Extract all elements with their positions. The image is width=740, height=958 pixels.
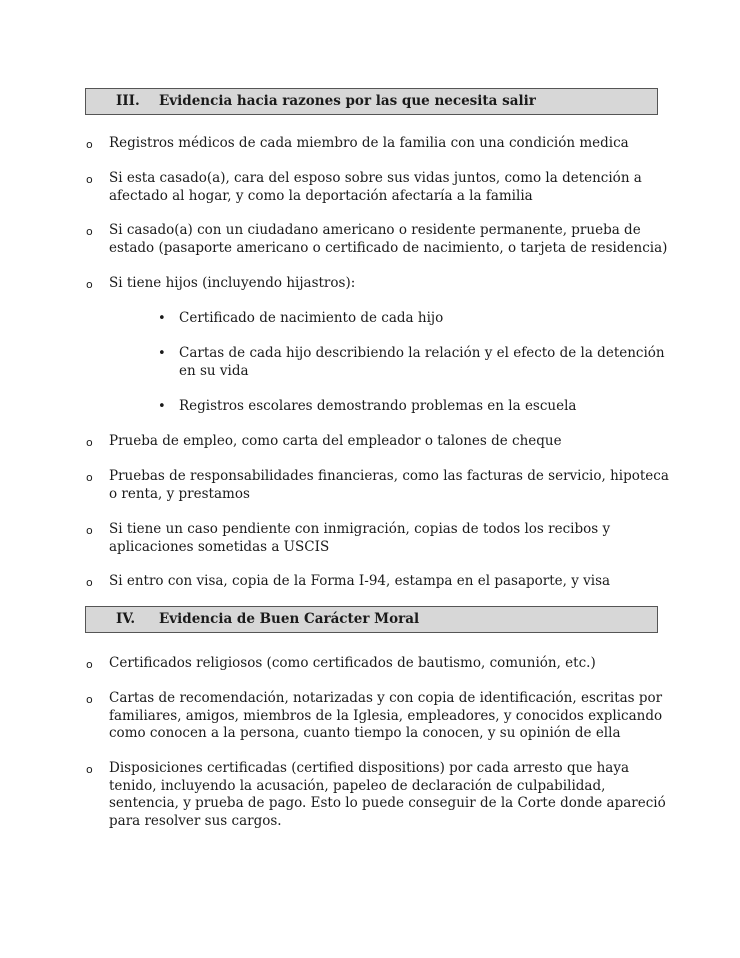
list-item	[86, 222, 669, 257]
list-item-text: estado (pasaporte americano o certificado de nacimiento, o tarjeta de residencia)	[109, 239, 668, 256]
list-item	[86, 655, 669, 673]
list-item-text: como conocen a la persona, cuanto tiempo la conocen, y su opinión de ella	[109, 725, 621, 741]
circle-bullet-icon: o	[86, 436, 93, 449]
list-item-text: Prueba de empleo, como carta del empleador o talones de cheque	[109, 433, 562, 449]
list-item-text: Pruebas de responsabilidades financieras, como las facturas de servicio, hipoteca	[109, 468, 669, 484]
list-item-text: Si esta casado(a), cara del esposo sobre sus vidas juntos, como la detención a	[109, 170, 642, 186]
circle-bullet-icon: o	[86, 576, 93, 589]
list-item-text: Cartas de recomendación, notarizadas y con copia de identificación, escritas por	[109, 690, 663, 706]
list-item-text: tenido, incluyendo la acusación, papeleo de declaración de culpabilidad,	[109, 777, 606, 794]
list-item-text: familiares, amigos, miembros de la Iglesia, empleadores, y conocidos explicando	[109, 707, 663, 724]
circle-bullet-icon: o	[86, 225, 93, 238]
circle-bullet-icon: o	[86, 693, 93, 706]
list-item-text: para resolver sus cargos.	[109, 812, 282, 829]
section-3-title: Evidencia hacia razones por las que necesita salir	[159, 93, 536, 109]
circle-bullet-icon: o	[86, 524, 93, 537]
list-item	[86, 468, 669, 503]
section-4-title: Evidencia de Buen Carácter Moral	[159, 611, 420, 627]
sub-list-item	[158, 398, 669, 416]
circle-bullet-icon: o	[86, 138, 93, 151]
sub-list-item	[158, 310, 669, 328]
list-item	[86, 690, 669, 743]
list-item-text: Si tiene hijos (incluyendo hijastros):	[109, 275, 356, 291]
list-item-text: o renta, y prestamos	[109, 485, 250, 502]
circle-bullet-icon: o	[86, 658, 93, 671]
list-item	[86, 135, 669, 153]
sub-list-item-text: Cartas de cada hijo describiendo la relación y el efecto de la detención	[179, 345, 665, 361]
bullet-icon: •	[158, 399, 166, 414]
list-item-text: aplicaciones sometidas a USCIS	[109, 538, 330, 555]
list-item	[86, 573, 669, 591]
list-item	[86, 170, 669, 205]
bullet-icon: •	[158, 346, 166, 361]
circle-bullet-icon: o	[86, 173, 93, 186]
list-item-text: Registros médicos de cada miembro de la familia con una condición medica	[109, 135, 629, 151]
bullet-icon: •	[158, 311, 166, 326]
list-item	[86, 275, 669, 293]
list-item-text: Si entro con visa, copia de la Forma I-94, estampa en el pasaporte, y visa	[109, 573, 611, 589]
sub-list-item-text: Registros escolares demostrando problemas en la escuela	[179, 398, 577, 414]
list-item-text: Certificados religiosos (como certificados de bautismo, comunión, etc.)	[109, 655, 596, 671]
section-4-header	[85, 606, 658, 633]
circle-bullet-icon: o	[86, 763, 93, 776]
sub-list-item-text: Certificado de nacimiento de cada hijo	[179, 310, 444, 326]
circle-bullet-icon: o	[86, 278, 93, 291]
sub-list-item	[158, 345, 669, 380]
section-3-number: III.	[116, 93, 140, 109]
list-item-text: Disposiciones certificadas (certified dispositions) por cada arresto que haya	[109, 760, 630, 776]
list-item-text: sentencia, y prueba de pago. Esto lo puede conseguir de la Corte donde apareció	[109, 795, 666, 811]
list-item-text: Si casado(a) con un ciudadano americano o residente permanente, prueba de	[109, 222, 641, 238]
list-item	[86, 521, 669, 556]
list-item-text: Si tiene un caso pendiente con inmigración, copias de todos los recibos y	[109, 521, 611, 537]
section-4-number: IV.	[116, 611, 136, 627]
circle-bullet-icon: o	[86, 471, 93, 484]
list-item	[86, 433, 669, 451]
sub-list-item-text: en su vida	[179, 362, 249, 379]
list-item	[86, 760, 669, 830]
list-item-text: afectado al hogar, y como la deportación afectaría a la familia	[109, 187, 533, 204]
section-3-header	[85, 88, 658, 115]
